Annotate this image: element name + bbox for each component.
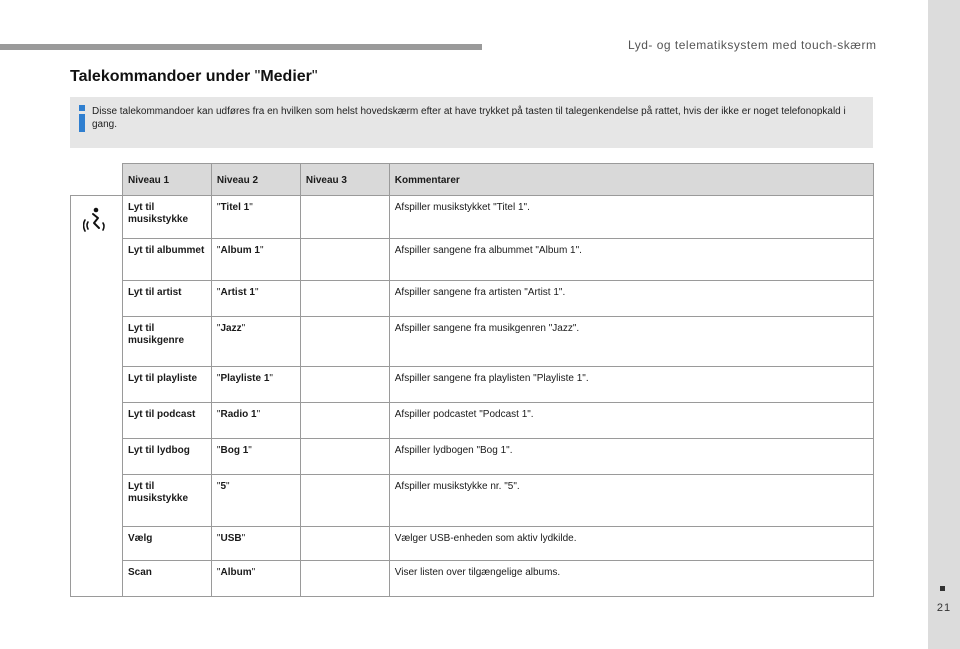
cell-comment: Afspiller musikstykke nr. "5". bbox=[389, 474, 873, 526]
cell-level3 bbox=[300, 438, 389, 474]
cell-level2: "Artist 1" bbox=[211, 280, 300, 316]
table-icon-cell bbox=[71, 366, 123, 402]
table-row bbox=[71, 280, 874, 316]
cell-comment: Vælger USB-enheden som aktiv lydkilde. bbox=[389, 526, 873, 560]
cell-comment: Afspiller sangene fra playlisten "Playliste 1". bbox=[389, 366, 873, 402]
table-icon-cell bbox=[71, 316, 123, 366]
table-row bbox=[71, 526, 874, 560]
voice-commands-table bbox=[70, 163, 874, 597]
table-row bbox=[71, 560, 874, 596]
cell-level3 bbox=[300, 474, 389, 526]
cell-level3 bbox=[300, 366, 389, 402]
cell-level3 bbox=[300, 402, 389, 438]
chapter-title: Lyd- og telematiksystem med touch-skærm bbox=[628, 38, 877, 52]
table-icon-cell bbox=[71, 526, 123, 560]
table-row bbox=[71, 238, 874, 280]
table-header-blank bbox=[71, 164, 123, 196]
cell-level1: Lyt til musikstykke bbox=[122, 196, 211, 239]
cell-comment: Afspiller podcastet "Podcast 1". bbox=[389, 402, 873, 438]
cell-level1: Lyt til musikstykke bbox=[122, 474, 211, 526]
table-icon-cell bbox=[71, 280, 123, 316]
table-row bbox=[71, 474, 874, 526]
cell-level1: Lyt til lydbog bbox=[122, 438, 211, 474]
cell-level2: "5" bbox=[211, 474, 300, 526]
voice-command-icon bbox=[83, 206, 109, 234]
info-text: Disse talekommandoer kan udføres fra en hvilken som helst hovedskærm efter at have trykket på tasten til talegenkendelse på rattet, hvis der ikke er noget telefonopkald i gang. bbox=[92, 106, 846, 130]
cell-level2: "USB" bbox=[211, 526, 300, 560]
cell-level3 bbox=[300, 526, 389, 560]
cell-comment: Afspiller sangene fra albummet "Album 1". bbox=[389, 238, 873, 280]
table-icon-cell bbox=[71, 438, 123, 474]
cell-level2: "Radio 1" bbox=[211, 402, 300, 438]
cell-level3 bbox=[300, 196, 389, 239]
cell-level1: Scan bbox=[122, 560, 211, 596]
table-icon-cell bbox=[71, 402, 123, 438]
cell-comment: Afspiller sangene fra musikgenren "Jazz". bbox=[389, 316, 873, 366]
table-row bbox=[71, 438, 874, 474]
table-icon-cell bbox=[71, 238, 123, 280]
table-header-row bbox=[71, 164, 874, 196]
table-icon-cell bbox=[71, 560, 123, 596]
cell-level3 bbox=[300, 238, 389, 280]
table-icon-cell bbox=[71, 474, 123, 526]
cell-level2: "Album 1" bbox=[211, 238, 300, 280]
cell-level2: "Album" bbox=[211, 560, 300, 596]
cell-level1: Lyt til podcast bbox=[122, 402, 211, 438]
cell-comment: Viser listen over tilgængelige albums. bbox=[389, 560, 873, 596]
header-rule bbox=[0, 44, 482, 50]
cell-level1: Lyt til albummet bbox=[122, 238, 211, 280]
table-header-comments: Kommentarer bbox=[389, 164, 873, 196]
info-box bbox=[70, 97, 873, 148]
cell-level1: Lyt til playliste bbox=[122, 366, 211, 402]
table-header-level2: Niveau 2 bbox=[211, 164, 300, 196]
cell-level2: "Titel 1" bbox=[211, 196, 300, 239]
table-row bbox=[71, 402, 874, 438]
cell-comment: Afspiller sangene fra artisten "Artist 1". bbox=[389, 280, 873, 316]
cell-comment: Afspiller lydbogen "Bog 1". bbox=[389, 438, 873, 474]
cell-comment: Afspiller musikstykket "Titel 1". bbox=[389, 196, 873, 239]
cell-level1: Lyt til artist bbox=[122, 280, 211, 316]
table-icon-cell bbox=[71, 196, 123, 239]
table-header-level3: Niveau 3 bbox=[300, 164, 389, 196]
page-marker bbox=[940, 586, 945, 591]
cell-level3 bbox=[300, 280, 389, 316]
cell-level1: Lyt til musikgenre bbox=[122, 316, 211, 366]
cell-level2: "Jazz" bbox=[211, 316, 300, 366]
info-icon bbox=[78, 105, 86, 135]
section-title: Talekommandoer under "Medier" bbox=[70, 68, 318, 85]
table-row bbox=[71, 366, 874, 402]
table-row bbox=[71, 196, 874, 239]
table-header-level1: Niveau 1 bbox=[122, 164, 211, 196]
table-row bbox=[71, 316, 874, 366]
cell-level3 bbox=[300, 316, 389, 366]
page-margin-band bbox=[928, 0, 960, 649]
page-number: 21 bbox=[936, 602, 952, 614]
table-body bbox=[71, 196, 874, 597]
cell-level2: "Bog 1" bbox=[211, 438, 300, 474]
cell-level3 bbox=[300, 560, 389, 596]
cell-level1: Vælg bbox=[122, 526, 211, 560]
cell-level2: "Playliste 1" bbox=[211, 366, 300, 402]
